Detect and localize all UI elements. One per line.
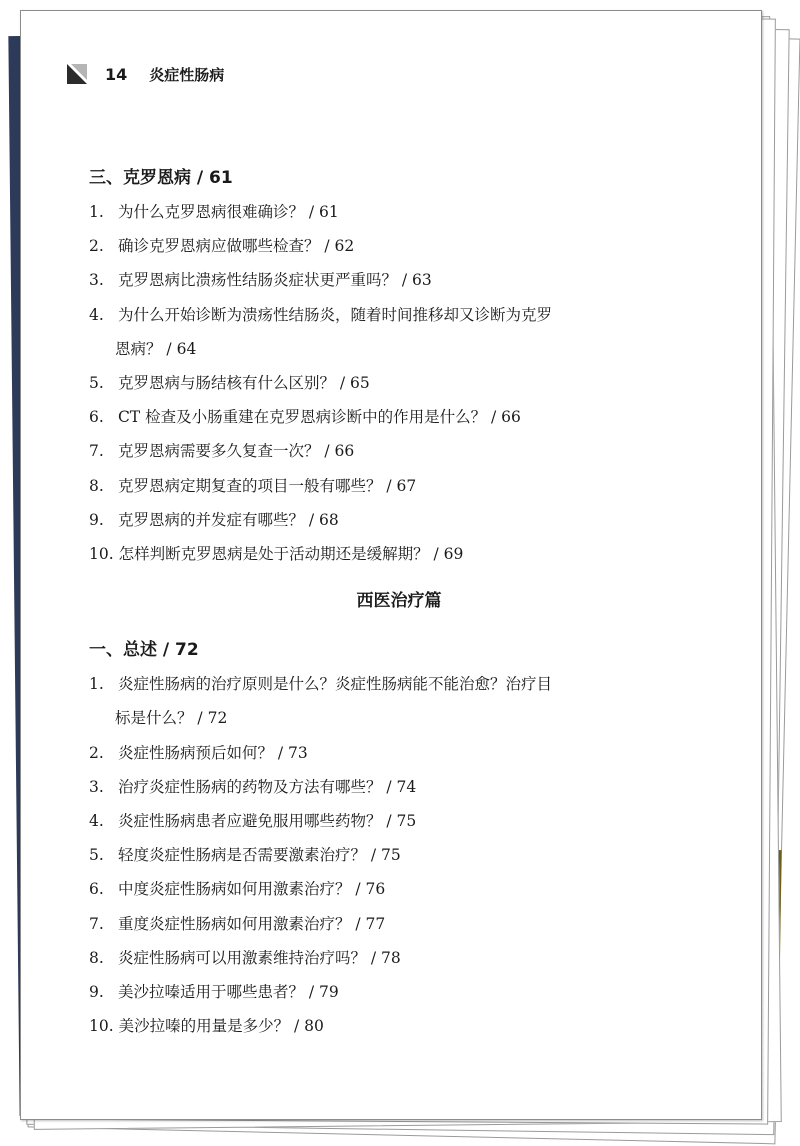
entry-text: 克罗恩病的并发症有哪些？ / 68 (117, 510, 339, 529)
section-heading: 一、总述 / 72 (89, 640, 199, 661)
entry-text: 炎症性肠病预后如何？ / 73 (117, 743, 308, 762)
entry-text: 炎症性肠病的治疗原则是什么？炎症性肠病能不能治愈？治疗目 (117, 675, 552, 694)
entry-text: 克罗恩病比溃疡性结肠炎症状更严重吗？ / 63 (117, 271, 432, 290)
entry-text: 炎症性肠病可以用激素维持治疗吗？ / 78 (117, 948, 401, 967)
toc-entry[interactable] (89, 469, 709, 503)
toc-entry[interactable] (89, 736, 709, 770)
entry-text: 中度炎症性肠病如何用激素治疗？ / 76 (117, 880, 386, 899)
document-page (20, 10, 762, 1120)
toc-entry[interactable] (89, 941, 709, 975)
entry-number: 8. (89, 948, 104, 967)
entry-number: 8. (89, 476, 104, 495)
entry-number: 2. (89, 237, 104, 256)
entry-number: 10. (89, 545, 114, 564)
entry-text: 轻度炎症性肠病是否需要激素治疗？ / 75 (117, 846, 401, 865)
entry-number: 10. (89, 1017, 114, 1036)
entry-text: 炎症性肠病患者应避免服用哪些药物？ / 75 (117, 812, 417, 831)
section-heading: 三、克罗恩病 / 61 (89, 168, 233, 188)
running-title: 炎症性肠病 (149, 65, 225, 84)
entry-number: 9. (89, 510, 104, 529)
toc-entry[interactable] (89, 263, 709, 297)
entry-number: 1. (89, 675, 104, 694)
toc-entry[interactable] (89, 298, 709, 366)
toc-list (89, 195, 709, 571)
toc-entry[interactable] (89, 667, 709, 735)
toc-entry[interactable] (89, 366, 709, 400)
entry-text: 确诊克罗恩病应做哪些检查？ / 62 (117, 237, 355, 256)
toc-entry[interactable] (89, 195, 709, 229)
entry-number: 3. (89, 777, 104, 796)
entry-text: 美沙拉嗪适用于哪些患者？ / 79 (117, 983, 339, 1002)
entry-number: 4. (89, 812, 104, 831)
entry-number: 5. (89, 846, 104, 865)
entry-number: 6. (89, 880, 104, 899)
toc-list (89, 667, 709, 1043)
entry-number: 6. (89, 408, 104, 427)
table-of-contents (89, 161, 709, 1043)
entry-number: 2. (89, 743, 104, 762)
entry-text: 美沙拉嗪的用量是多少？ / 80 (118, 1017, 324, 1036)
entry-number: 5. (89, 374, 104, 393)
toc-entry[interactable] (89, 537, 709, 571)
entry-number: 7. (89, 442, 104, 461)
entry-number: 4. (89, 305, 104, 324)
toc-entry[interactable] (89, 804, 709, 838)
toc-entry[interactable] (89, 229, 709, 263)
entry-text: 克罗恩病定期复查的项目一般有哪些？ / 67 (117, 476, 417, 495)
toc-entry[interactable] (89, 400, 709, 434)
entry-text: 克罗恩病与肠结核有什么区别？ / 65 (117, 374, 370, 393)
entry-text: 克罗恩病需要多久复查一次？ / 66 (117, 442, 355, 461)
toc-entry[interactable] (89, 1009, 709, 1043)
entry-text-continued: 标是什么？ / 72 (115, 709, 228, 728)
entry-text: CT 检查及小肠重建在克罗恩病诊断中的作用是什么？ / 66 (117, 408, 521, 427)
toc-entry[interactable] (89, 770, 709, 804)
toc-entry[interactable] (89, 434, 709, 468)
entry-text: 治疗炎症性肠病的药物及方法有哪些？ / 74 (117, 777, 417, 796)
toc-entry[interactable] (89, 872, 709, 906)
toc-entry[interactable] (89, 907, 709, 941)
entry-text: 为什么克罗恩病很难确诊？ / 61 (117, 203, 339, 221)
entry-number: 1. (89, 203, 104, 221)
corner-triangle-icon (67, 64, 87, 84)
entry-text: 重度炎症性肠病如何用激素治疗？ / 77 (117, 914, 386, 933)
toc-entry[interactable] (89, 838, 709, 872)
page-header (67, 63, 224, 85)
entry-text: 为什么开始诊断为溃疡性结肠炎，随着时间推移却又诊断为克罗 (117, 305, 552, 324)
toc-entry[interactable] (89, 975, 709, 1009)
entry-number: 9. (89, 983, 104, 1002)
toc-entry[interactable] (89, 503, 709, 537)
part-title: 西医治疗篇 (356, 591, 442, 612)
entry-text-continued: 恩病？ / 64 (115, 339, 197, 358)
entry-number: 3. (89, 271, 104, 290)
entry-text: 怎样判断克罗恩病是处于活动期还是缓解期？ / 69 (118, 545, 464, 564)
entry-number: 7. (89, 914, 104, 933)
page-number: 14 (105, 64, 128, 84)
